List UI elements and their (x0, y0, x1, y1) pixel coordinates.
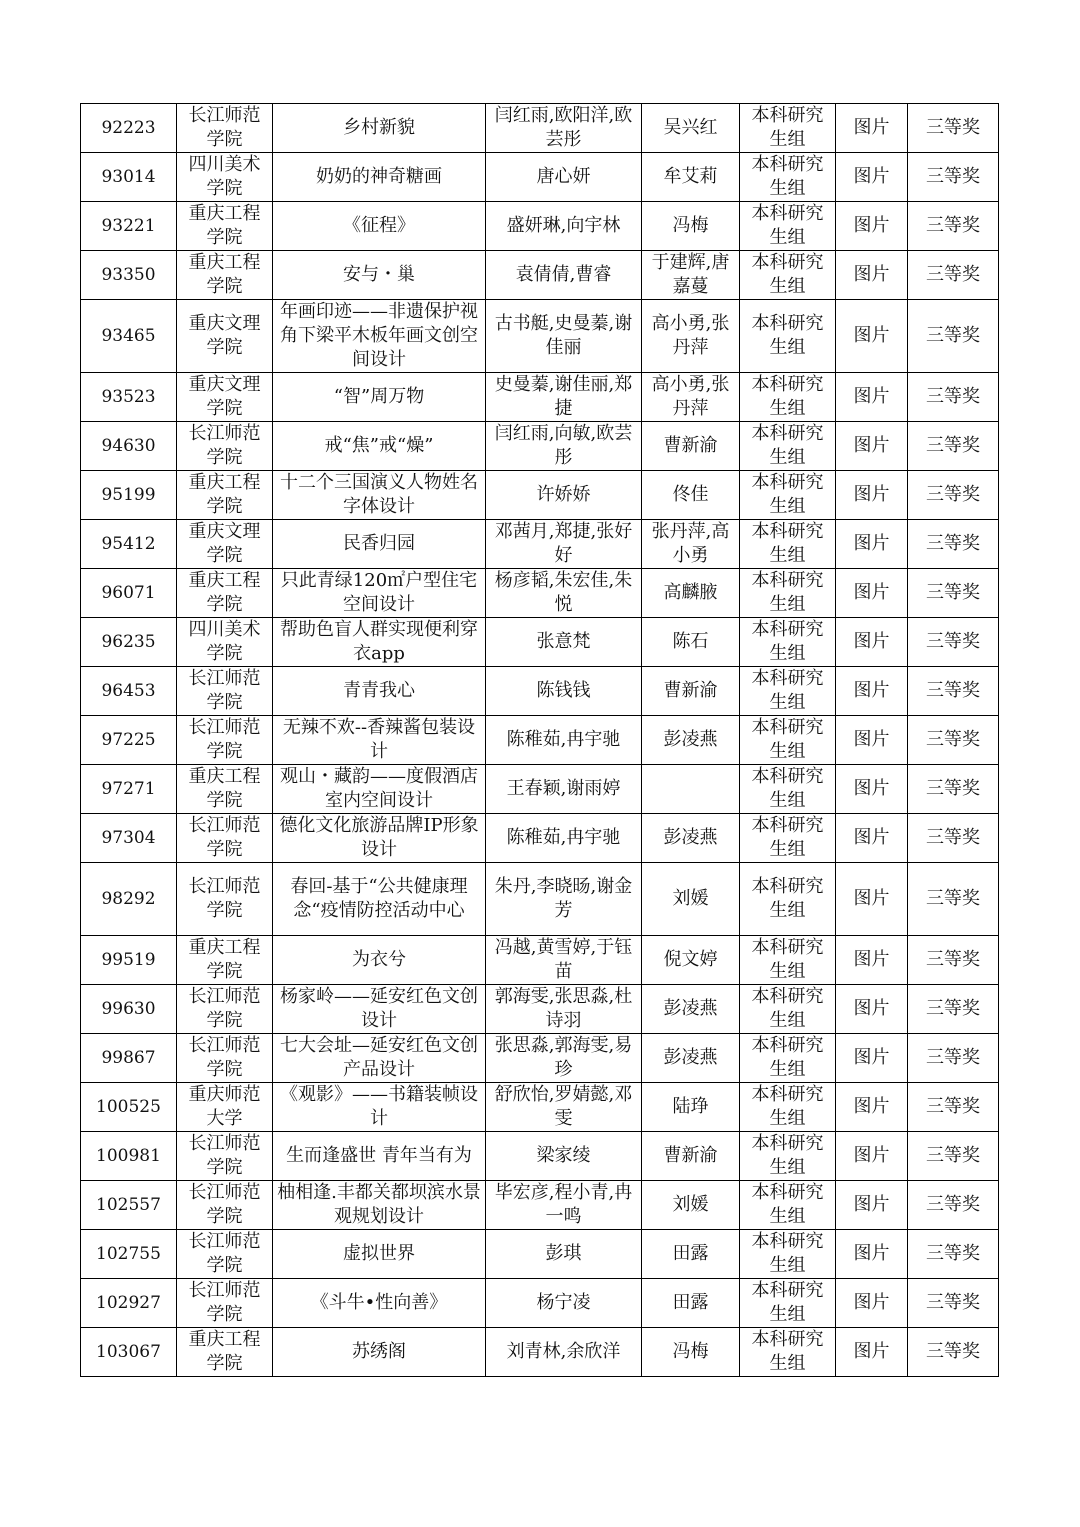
work-type-cell: 图片 (836, 1034, 908, 1083)
work-title-cell: 苏绣阁 (273, 1328, 486, 1377)
group-cell: 本科研究生组 (740, 520, 836, 569)
group-cell: 本科研究生组 (740, 1328, 836, 1377)
work-title-cell: 《征程》 (273, 202, 486, 251)
work-title-cell: 为衣兮 (273, 936, 486, 985)
school-cell: 重庆工程学院 (177, 251, 273, 300)
work-title-cell: “智”周万物 (273, 373, 486, 422)
award-cell: 三等奖 (908, 471, 999, 520)
authors-cell: 毕宏彦,程小青,冉一鸣 (486, 1181, 642, 1230)
advisor-cell: 曹新渝 (642, 422, 740, 471)
award-cell: 三等奖 (908, 1083, 999, 1132)
advisor-cell: 冯梅 (642, 1328, 740, 1377)
work-title-cell: 戒“焦”戒“燥” (273, 422, 486, 471)
table-row (81, 153, 999, 202)
work-type-cell: 图片 (836, 471, 908, 520)
work-title-cell: 奶奶的神奇糖画 (273, 153, 486, 202)
table-row (81, 863, 999, 936)
advisor-cell: 陆琤 (642, 1083, 740, 1132)
entry-id-cell: 93014 (81, 153, 177, 202)
school-cell: 长江师范学院 (177, 1132, 273, 1181)
table-body (81, 104, 999, 1377)
work-type-cell: 图片 (836, 153, 908, 202)
award-cell: 三等奖 (908, 520, 999, 569)
table-row (81, 1181, 999, 1230)
group-cell: 本科研究生组 (740, 985, 836, 1034)
work-title-cell: 民香归园 (273, 520, 486, 569)
entry-id-cell: 100525 (81, 1083, 177, 1132)
award-cell: 三等奖 (908, 936, 999, 985)
table-row (81, 373, 999, 422)
entry-id-cell: 98292 (81, 863, 177, 936)
award-cell: 三等奖 (908, 300, 999, 373)
school-cell: 重庆工程学院 (177, 1328, 273, 1377)
work-title-cell: 七大会址—延安红色文创产品设计 (273, 1034, 486, 1083)
table-row (81, 422, 999, 471)
authors-cell: 梁家绫 (486, 1132, 642, 1181)
school-cell: 重庆工程学院 (177, 569, 273, 618)
group-cell: 本科研究生组 (740, 1132, 836, 1181)
school-cell: 四川美术学院 (177, 618, 273, 667)
award-cell: 三等奖 (908, 618, 999, 667)
work-type-cell: 图片 (836, 1328, 908, 1377)
work-type-cell: 图片 (836, 1279, 908, 1328)
work-title-cell: 安与・巢 (273, 251, 486, 300)
work-type-cell: 图片 (836, 373, 908, 422)
advisor-cell: 张丹萍,高小勇 (642, 520, 740, 569)
award-cell: 三等奖 (908, 1034, 999, 1083)
group-cell: 本科研究生组 (740, 373, 836, 422)
work-title-cell: 虚拟世界 (273, 1230, 486, 1279)
work-type-cell: 图片 (836, 251, 908, 300)
work-title-cell: 柚相逢.丰都关都坝滨水景观规划设计 (273, 1181, 486, 1230)
award-cell: 三等奖 (908, 814, 999, 863)
work-type-cell: 图片 (836, 104, 908, 153)
school-cell: 重庆文理学院 (177, 300, 273, 373)
advisor-cell: 田露 (642, 1279, 740, 1328)
work-type-cell: 图片 (836, 667, 908, 716)
group-cell: 本科研究生组 (740, 153, 836, 202)
group-cell: 本科研究生组 (740, 863, 836, 936)
group-cell: 本科研究生组 (740, 814, 836, 863)
authors-cell: 舒欣怡,罗婧懿,邓雯 (486, 1083, 642, 1132)
award-cell: 三等奖 (908, 1181, 999, 1230)
authors-cell: 王春颖,谢雨婷 (486, 765, 642, 814)
school-cell: 长江师范学院 (177, 667, 273, 716)
award-cell: 三等奖 (908, 1328, 999, 1377)
work-title-cell: 年画印迹——非遗保护视角下梁平木板年画文创空间设计 (273, 300, 486, 373)
entry-id-cell: 99630 (81, 985, 177, 1034)
work-type-cell: 图片 (836, 765, 908, 814)
entry-id-cell: 92223 (81, 104, 177, 153)
advisor-cell: 高小勇,张丹萍 (642, 373, 740, 422)
table-row (81, 1230, 999, 1279)
work-title-cell: 杨家岭——延安红色文创设计 (273, 985, 486, 1034)
work-title-cell: 只此青绿120㎡户型住宅空间设计 (273, 569, 486, 618)
advisor-cell: 田露 (642, 1230, 740, 1279)
work-title-cell: 十二个三国演义人物姓名字体设计 (273, 471, 486, 520)
group-cell: 本科研究生组 (740, 936, 836, 985)
work-type-cell: 图片 (836, 1083, 908, 1132)
advisor-cell: 曹新渝 (642, 1132, 740, 1181)
entry-id-cell: 93350 (81, 251, 177, 300)
table-row (81, 618, 999, 667)
group-cell: 本科研究生组 (740, 1230, 836, 1279)
group-cell: 本科研究生组 (740, 422, 836, 471)
table-row (81, 1034, 999, 1083)
advisor-cell: 吴兴红 (642, 104, 740, 153)
entry-id-cell: 100981 (81, 1132, 177, 1181)
entry-id-cell: 93523 (81, 373, 177, 422)
entry-id-cell: 93465 (81, 300, 177, 373)
table-row (81, 520, 999, 569)
work-title-cell: 青青我心 (273, 667, 486, 716)
work-type-cell: 图片 (836, 1230, 908, 1279)
advisor-cell: 倪文婷 (642, 936, 740, 985)
advisor-cell: 高小勇,张丹萍 (642, 300, 740, 373)
school-cell: 长江师范学院 (177, 814, 273, 863)
advisor-cell: 彭凌燕 (642, 814, 740, 863)
group-cell: 本科研究生组 (740, 1181, 836, 1230)
work-type-cell: 图片 (836, 618, 908, 667)
award-cell: 三等奖 (908, 422, 999, 471)
authors-cell: 朱丹,李晓旸,谢金芳 (486, 863, 642, 936)
authors-cell: 张意梵 (486, 618, 642, 667)
table-row (81, 716, 999, 765)
authors-cell: 陈钱钱 (486, 667, 642, 716)
school-cell: 重庆工程学院 (177, 936, 273, 985)
group-cell: 本科研究生组 (740, 1279, 836, 1328)
table-row (81, 814, 999, 863)
work-title-cell: 《观影》——书籍装帧设计 (273, 1083, 486, 1132)
authors-cell: 彭琪 (486, 1230, 642, 1279)
work-type-cell: 图片 (836, 814, 908, 863)
award-cell: 三等奖 (908, 985, 999, 1034)
authors-cell: 杨宁凌 (486, 1279, 642, 1328)
award-cell: 三等奖 (908, 104, 999, 153)
authors-cell: 古书艇,史曼蓁,谢佳丽 (486, 300, 642, 373)
school-cell: 长江师范学院 (177, 863, 273, 936)
school-cell: 重庆文理学院 (177, 520, 273, 569)
award-cell: 三等奖 (908, 202, 999, 251)
advisor-cell: 刘媛 (642, 1181, 740, 1230)
work-title-cell: 生而逢盛世 青年当有为 (273, 1132, 486, 1181)
entry-id-cell: 102755 (81, 1230, 177, 1279)
entry-id-cell: 96071 (81, 569, 177, 618)
advisor-cell: 冯梅 (642, 202, 740, 251)
award-cell: 三等奖 (908, 863, 999, 936)
table-row (81, 569, 999, 618)
entry-id-cell: 95199 (81, 471, 177, 520)
advisor-cell (642, 765, 740, 814)
table-row (81, 202, 999, 251)
group-cell: 本科研究生组 (740, 716, 836, 765)
authors-cell: 闫红雨,欧阳洋,欧芸彤 (486, 104, 642, 153)
advisor-cell: 曹新渝 (642, 667, 740, 716)
table-row (81, 936, 999, 985)
table-row (81, 1083, 999, 1132)
authors-cell: 陈稚茹,冉宇驰 (486, 716, 642, 765)
authors-cell: 盛妍琳,向宇林 (486, 202, 642, 251)
group-cell: 本科研究生组 (740, 1034, 836, 1083)
school-cell: 重庆师范大学 (177, 1083, 273, 1132)
advisor-cell: 陈石 (642, 618, 740, 667)
table-row (81, 1328, 999, 1377)
award-cell: 三等奖 (908, 716, 999, 765)
table-row (81, 667, 999, 716)
entry-id-cell: 103067 (81, 1328, 177, 1377)
entry-id-cell: 94630 (81, 422, 177, 471)
group-cell: 本科研究生组 (740, 300, 836, 373)
group-cell: 本科研究生组 (740, 1083, 836, 1132)
award-cell: 三等奖 (908, 765, 999, 814)
work-title-cell: 帮助色盲人群实现便利穿衣app (273, 618, 486, 667)
table-row (81, 104, 999, 153)
authors-cell: 刘青林,余欣洋 (486, 1328, 642, 1377)
award-cell: 三等奖 (908, 251, 999, 300)
authors-cell: 郭海雯,张思淼,杜诗羽 (486, 985, 642, 1034)
table-row (81, 985, 999, 1034)
table-row (81, 251, 999, 300)
work-type-cell: 图片 (836, 569, 908, 618)
school-cell: 长江师范学院 (177, 1279, 273, 1328)
entry-id-cell: 99867 (81, 1034, 177, 1083)
school-cell: 长江师范学院 (177, 422, 273, 471)
work-type-cell: 图片 (836, 300, 908, 373)
table-row (81, 765, 999, 814)
group-cell: 本科研究生组 (740, 765, 836, 814)
table-row (81, 1132, 999, 1181)
advisor-cell: 彭凌燕 (642, 985, 740, 1034)
award-cell: 三等奖 (908, 569, 999, 618)
award-cell: 三等奖 (908, 1279, 999, 1328)
award-cell: 三等奖 (908, 1132, 999, 1181)
entry-id-cell: 95412 (81, 520, 177, 569)
authors-cell: 唐心妍 (486, 153, 642, 202)
award-cell: 三等奖 (908, 1230, 999, 1279)
work-type-cell: 图片 (836, 1181, 908, 1230)
authors-cell: 冯越,黄雪婷,于钰苗 (486, 936, 642, 985)
school-cell: 四川美术学院 (177, 153, 273, 202)
group-cell: 本科研究生组 (740, 569, 836, 618)
work-title-cell: 无辣不欢--香辣酱包装设计 (273, 716, 486, 765)
school-cell: 重庆工程学院 (177, 471, 273, 520)
entry-id-cell: 93221 (81, 202, 177, 251)
school-cell: 重庆工程学院 (177, 202, 273, 251)
entry-id-cell: 102557 (81, 1181, 177, 1230)
award-cell: 三等奖 (908, 373, 999, 422)
award-cell: 三等奖 (908, 153, 999, 202)
work-type-cell: 图片 (836, 863, 908, 936)
work-type-cell: 图片 (836, 985, 908, 1034)
entry-id-cell: 97271 (81, 765, 177, 814)
entry-id-cell: 96235 (81, 618, 177, 667)
work-type-cell: 图片 (836, 1132, 908, 1181)
authors-cell: 闫红雨,向敏,欧芸彤 (486, 422, 642, 471)
group-cell: 本科研究生组 (740, 251, 836, 300)
work-type-cell: 图片 (836, 936, 908, 985)
advisor-cell: 牟艾莉 (642, 153, 740, 202)
school-cell: 长江师范学院 (177, 1181, 273, 1230)
entry-id-cell: 96453 (81, 667, 177, 716)
advisor-cell: 高麟腋 (642, 569, 740, 618)
advisor-cell: 刘媛 (642, 863, 740, 936)
authors-cell: 邓茜月,郑捷,张好好 (486, 520, 642, 569)
entry-id-cell: 102927 (81, 1279, 177, 1328)
school-cell: 长江师范学院 (177, 1230, 273, 1279)
work-title-cell: 观山・藏韵——度假酒店室内空间设计 (273, 765, 486, 814)
group-cell: 本科研究生组 (740, 104, 836, 153)
authors-cell: 张思淼,郭海雯,易珍 (486, 1034, 642, 1083)
award-table (80, 103, 999, 1377)
school-cell: 重庆工程学院 (177, 765, 273, 814)
award-cell: 三等奖 (908, 667, 999, 716)
advisor-cell: 佟佳 (642, 471, 740, 520)
group-cell: 本科研究生组 (740, 471, 836, 520)
table-row (81, 471, 999, 520)
work-type-cell: 图片 (836, 520, 908, 569)
authors-cell: 许娇娇 (486, 471, 642, 520)
group-cell: 本科研究生组 (740, 202, 836, 251)
entry-id-cell: 97304 (81, 814, 177, 863)
school-cell: 长江师范学院 (177, 104, 273, 153)
advisor-cell: 彭凌燕 (642, 716, 740, 765)
work-title-cell: 《斗牛•性向善》 (273, 1279, 486, 1328)
table-row (81, 1279, 999, 1328)
school-cell: 长江师范学院 (177, 985, 273, 1034)
group-cell: 本科研究生组 (740, 618, 836, 667)
advisor-cell: 于建辉,唐嘉蔓 (642, 251, 740, 300)
school-cell: 重庆文理学院 (177, 373, 273, 422)
advisor-cell: 彭凌燕 (642, 1034, 740, 1083)
school-cell: 长江师范学院 (177, 1034, 273, 1083)
work-type-cell: 图片 (836, 422, 908, 471)
group-cell: 本科研究生组 (740, 667, 836, 716)
work-title-cell: 德化文化旅游品牌IP形象设计 (273, 814, 486, 863)
entry-id-cell: 99519 (81, 936, 177, 985)
authors-cell: 史曼蓁,谢佳丽,郑捷 (486, 373, 642, 422)
authors-cell: 杨彦韬,朱宏佳,朱悦 (486, 569, 642, 618)
work-title-cell: 乡村新貌 (273, 104, 486, 153)
work-type-cell: 图片 (836, 202, 908, 251)
table-row (81, 300, 999, 373)
work-title-cell: 春回-基于“公共健康理念“疫情防控活动中心 (273, 863, 486, 936)
authors-cell: 陈稚茹,冉宇驰 (486, 814, 642, 863)
authors-cell: 袁倩倩,曹睿 (486, 251, 642, 300)
work-type-cell: 图片 (836, 716, 908, 765)
entry-id-cell: 97225 (81, 716, 177, 765)
school-cell: 长江师范学院 (177, 716, 273, 765)
